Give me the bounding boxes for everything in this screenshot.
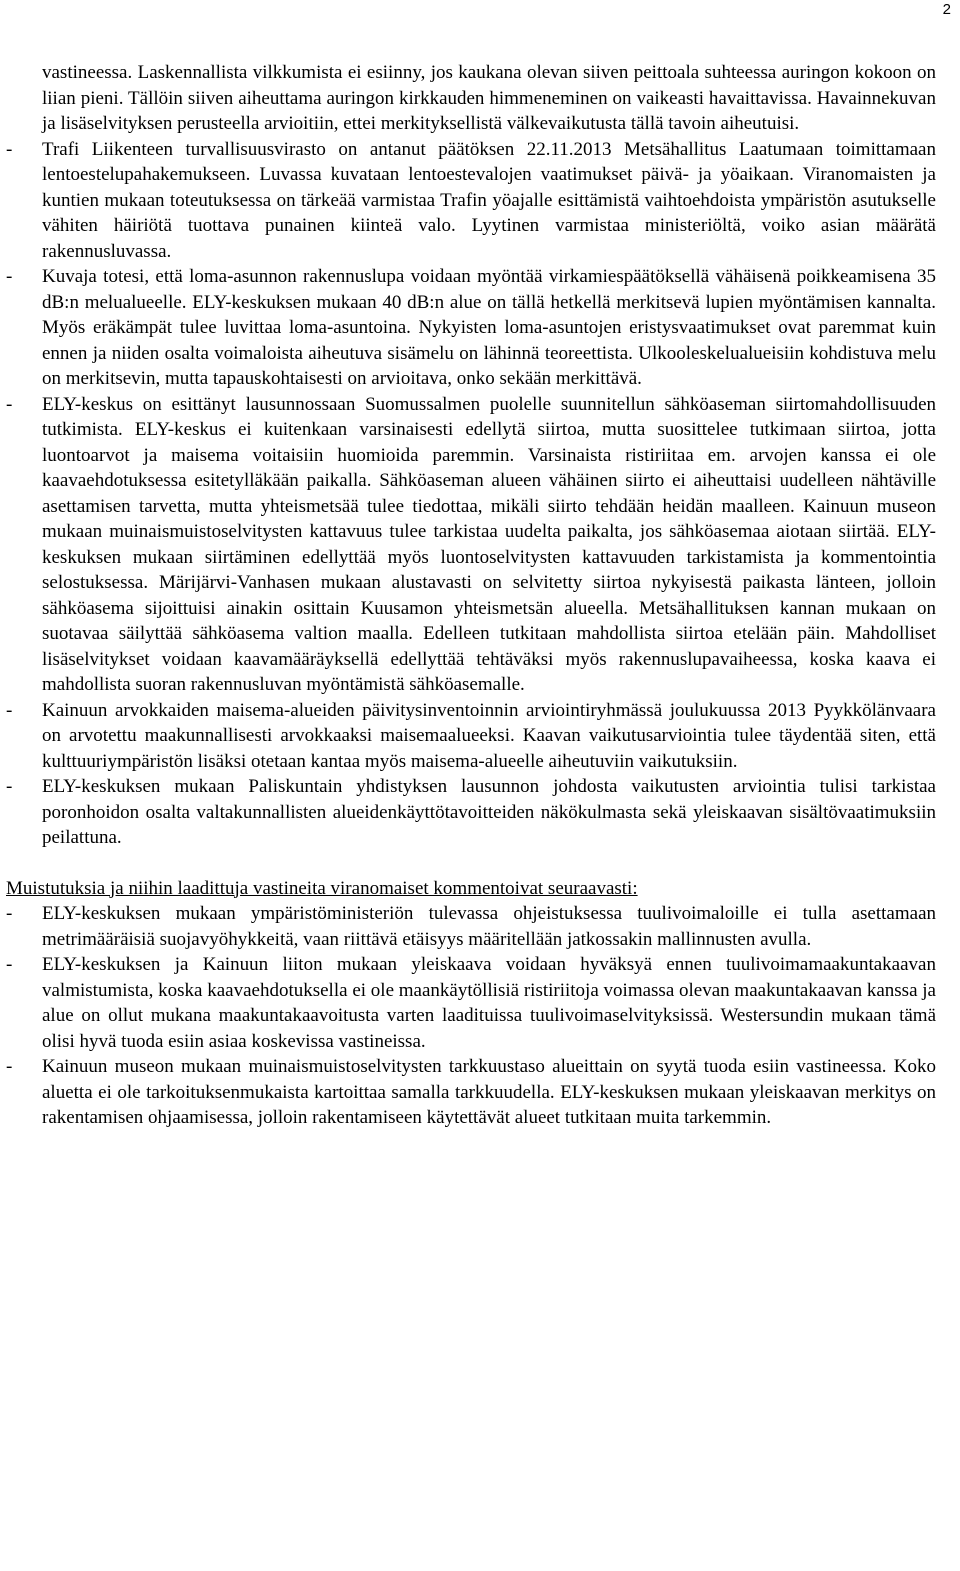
section-heading: Muistutuksia ja niihin laadittuja vastineita viranomaiset kommentoivat seuraavasti: [6, 877, 638, 899]
list-item [6, 1054, 936, 1131]
document-body [6, 60, 936, 1131]
list-item-text: ELY-keskuksen ja Kainuun liiton mukaan yleiskaava voidaan hyväksyä ennen tuulivoimamaakuntakaavan valmistumista, koska kaavaehdotuksella ei ole maankäytöllisiä ristiriitoja voimassa olevan maakuntakaavan kanssa ja alue on ollut mukana maakuntakaavoitusta varten laadituissa tuulivoimaselvityksissä. Westersundin mukaan tämä olisi hyvä tuoda esiin asiaa koskevissa vastineissa. [42, 954, 936, 1052]
list-dash: - [6, 954, 13, 975]
list-item [6, 137, 936, 265]
list-item [6, 264, 936, 392]
page-number: 2 [942, 1, 951, 18]
list-item [6, 952, 936, 1054]
list-item-text: Trafi Liikenteen turvallisuusvirasto on antanut päätöksen 22.11.2013 Metsähallitus Laatumaan toimittamaan lentoestelupahakemukseen. Luvassa kuvataan lentoestevalojen vaatimukset päivä- ja yöaikaan. Viranomaisten ja kuntien mukaan toteutuksessa on tärkeää varmistaa Trafin yöajalle esittämistä vaihtoehdoista ympäristön asutukselle vähiten häiriötä tuottava punainen kiinteä valo. Lyytinen varmistaa ministeriöltä, voiko asian määrätä rakennusluvassa. [42, 138, 936, 262]
list-dash: - [6, 266, 13, 287]
list-dash: - [6, 393, 13, 415]
intro-paragraph: vastineessa. Laskennallista vilkkumista ei esiinny, jos kaukana olevan siiven peittoala suhteessa auringon kokoon on liian pieni. Tällöin siiven aiheuttama auringon kirkkauden himmeneminen on vaikeasti havaittavissa. Havainnekuvan ja lisäselvityksen perusteella arvioitiin, ettei merkityksellistä välkevaikutusta tällä tavoin aiheutuisi. [42, 62, 936, 134]
list-item [6, 392, 936, 698]
list-item [6, 698, 936, 775]
list-dash: - [6, 138, 13, 160]
list-meeting-notes [6, 137, 936, 851]
list-item-text: ELY-keskus on esittänyt lausunnossaan Suomussalmen puolelle suunnitellun sähköaseman siirtomahdollisuuden tutkimista. ELY-keskus ei kuitenkaan varsinaisesti edellytä siirtoa, mutta suosittelee tutkimaan siirtoa, jotta luontoarvot ja maisema voitaisiin huomioida paremmin. Varsinaista ristiriitaa em. arvojen kanssa ei ole kaavaehdotuksessa esitetylläkään paikalla. Sähköaseman alueen vähäinen siirto ei aiheuttaisi uudelleen nähtäville asettamisen tarvetta, mutta yhteismetsää tulee tiedottaa, mikäli siirto tehdään heidän maalleen. Kainuun museon mukaan muinaismuistoselvitysten kattavuus tulee tarkistaa uudelta paikalta, jos sähköasemaa aiotaan siirtää. ELY-keskuksen mukaan siirtäminen edellyttää myös luontoselvitysten kattavuuden tarkistamista ja kommentointia selostuksessa. Märijärvi-Vanhasen mukaan alustavasti on selvitetty siirtoa nykyisestä paikasta länteen, jolloin sähköasema sijoittuisi ainakin osittain Kuusamon yhteismetsän alueella. Metsähallituksen kannan mukaan on suotavaa säilyttää sähköasema valtion maalla. Edelleen tutkitaan mahdollista siirtoa etelään päin. Mahdolliset lisäselvitykset voidaan kaavamääräyksellä edellyttää tehtäväksi myös rakennuslupavaiheessa, koska kaava ei mahdollista suoran rakennusluvan myöntämistä sähköasemalle. [42, 393, 936, 695]
list-comments [6, 901, 936, 1131]
list-item-text: Kainuun arvokkaiden maisema-alueiden päivitysinventoinnin arviointiryhmässä joulukuussa 2013 Pyykkölänvaara on arvotettu maakunnallisesti arvokkaaksi maisemaalueeksi. Kaavan vaikutusarviointia tulee täydentää siten, että kulttuuriympäristön lisäksi otetaan kantaa myös maisema-alueelle aiheutuviin vaikutuksiin. [42, 699, 936, 772]
list-item-text: Kuvaja totesi, että loma-asunnon rakennuslupa voidaan myöntää virkamiespäätöksellä vähäisenä poikkeamisena 35 dB:n melualueelle. ELY-keskuksen mukaan 40 dB:n alue on tällä hetkellä merkitsevä lupien myöntämisen kannalta. Myös eräkämpät tulee luvittaa loma-asuntoina. Nykyisten loma-asuntojen eristysvaatimukset ovat paremmat kuin ennen ja niiden osalta voimaloista aiheutuva sisämelu on lähinnä teoreettista. Ulkooleskelualueisiin kohdistuva melu on merkitsevin, mutta tapauskohtaisesti on arvioitava, onko sekään merkittävä. [42, 266, 936, 389]
list-item-text: ELY-keskuksen mukaan Paliskuntain yhdistyksen lausunnon johdosta vaikutusten arviointia tulisi tarkistaa poronhoidon osalta valtakunnallisten alueidenkäyttötavoitteiden näkökulmasta sekä yleiskaavan sisältövaatimuksiin peilattuna. [42, 776, 936, 848]
list-dash: - [6, 699, 13, 721]
list-item-text: Kainuun museon mukaan muinaismuistoselvitysten tarkkuustaso alueittain on syytä tuoda esiin vastineessa. Koko aluetta ei ole tarkoituksenmukaista kartoittaa samalla tarkkuudella. ELY-keskuksen mukaan yleiskaavan merkitys on rakentamisen ohjaamisessa, jolloin rakentamiseen käytettävät alueet tutkitaan muita tarkemmin. [42, 1056, 936, 1128]
list-item-text: ELY-keskuksen mukaan ympäristöministeriön tulevassa ohjeistuksessa tuulivoimaloille ei tulla asettamaan metrimääräisiä suojavyöhykkeitä, vaan riittävä etäisyys määritellään jatkossakin mallinnusten avulla. [42, 903, 936, 950]
list-item [6, 774, 936, 851]
list-dash: - [6, 1056, 13, 1077]
list-dash: - [6, 776, 13, 797]
list-item [6, 901, 936, 952]
list-dash: - [6, 903, 13, 924]
